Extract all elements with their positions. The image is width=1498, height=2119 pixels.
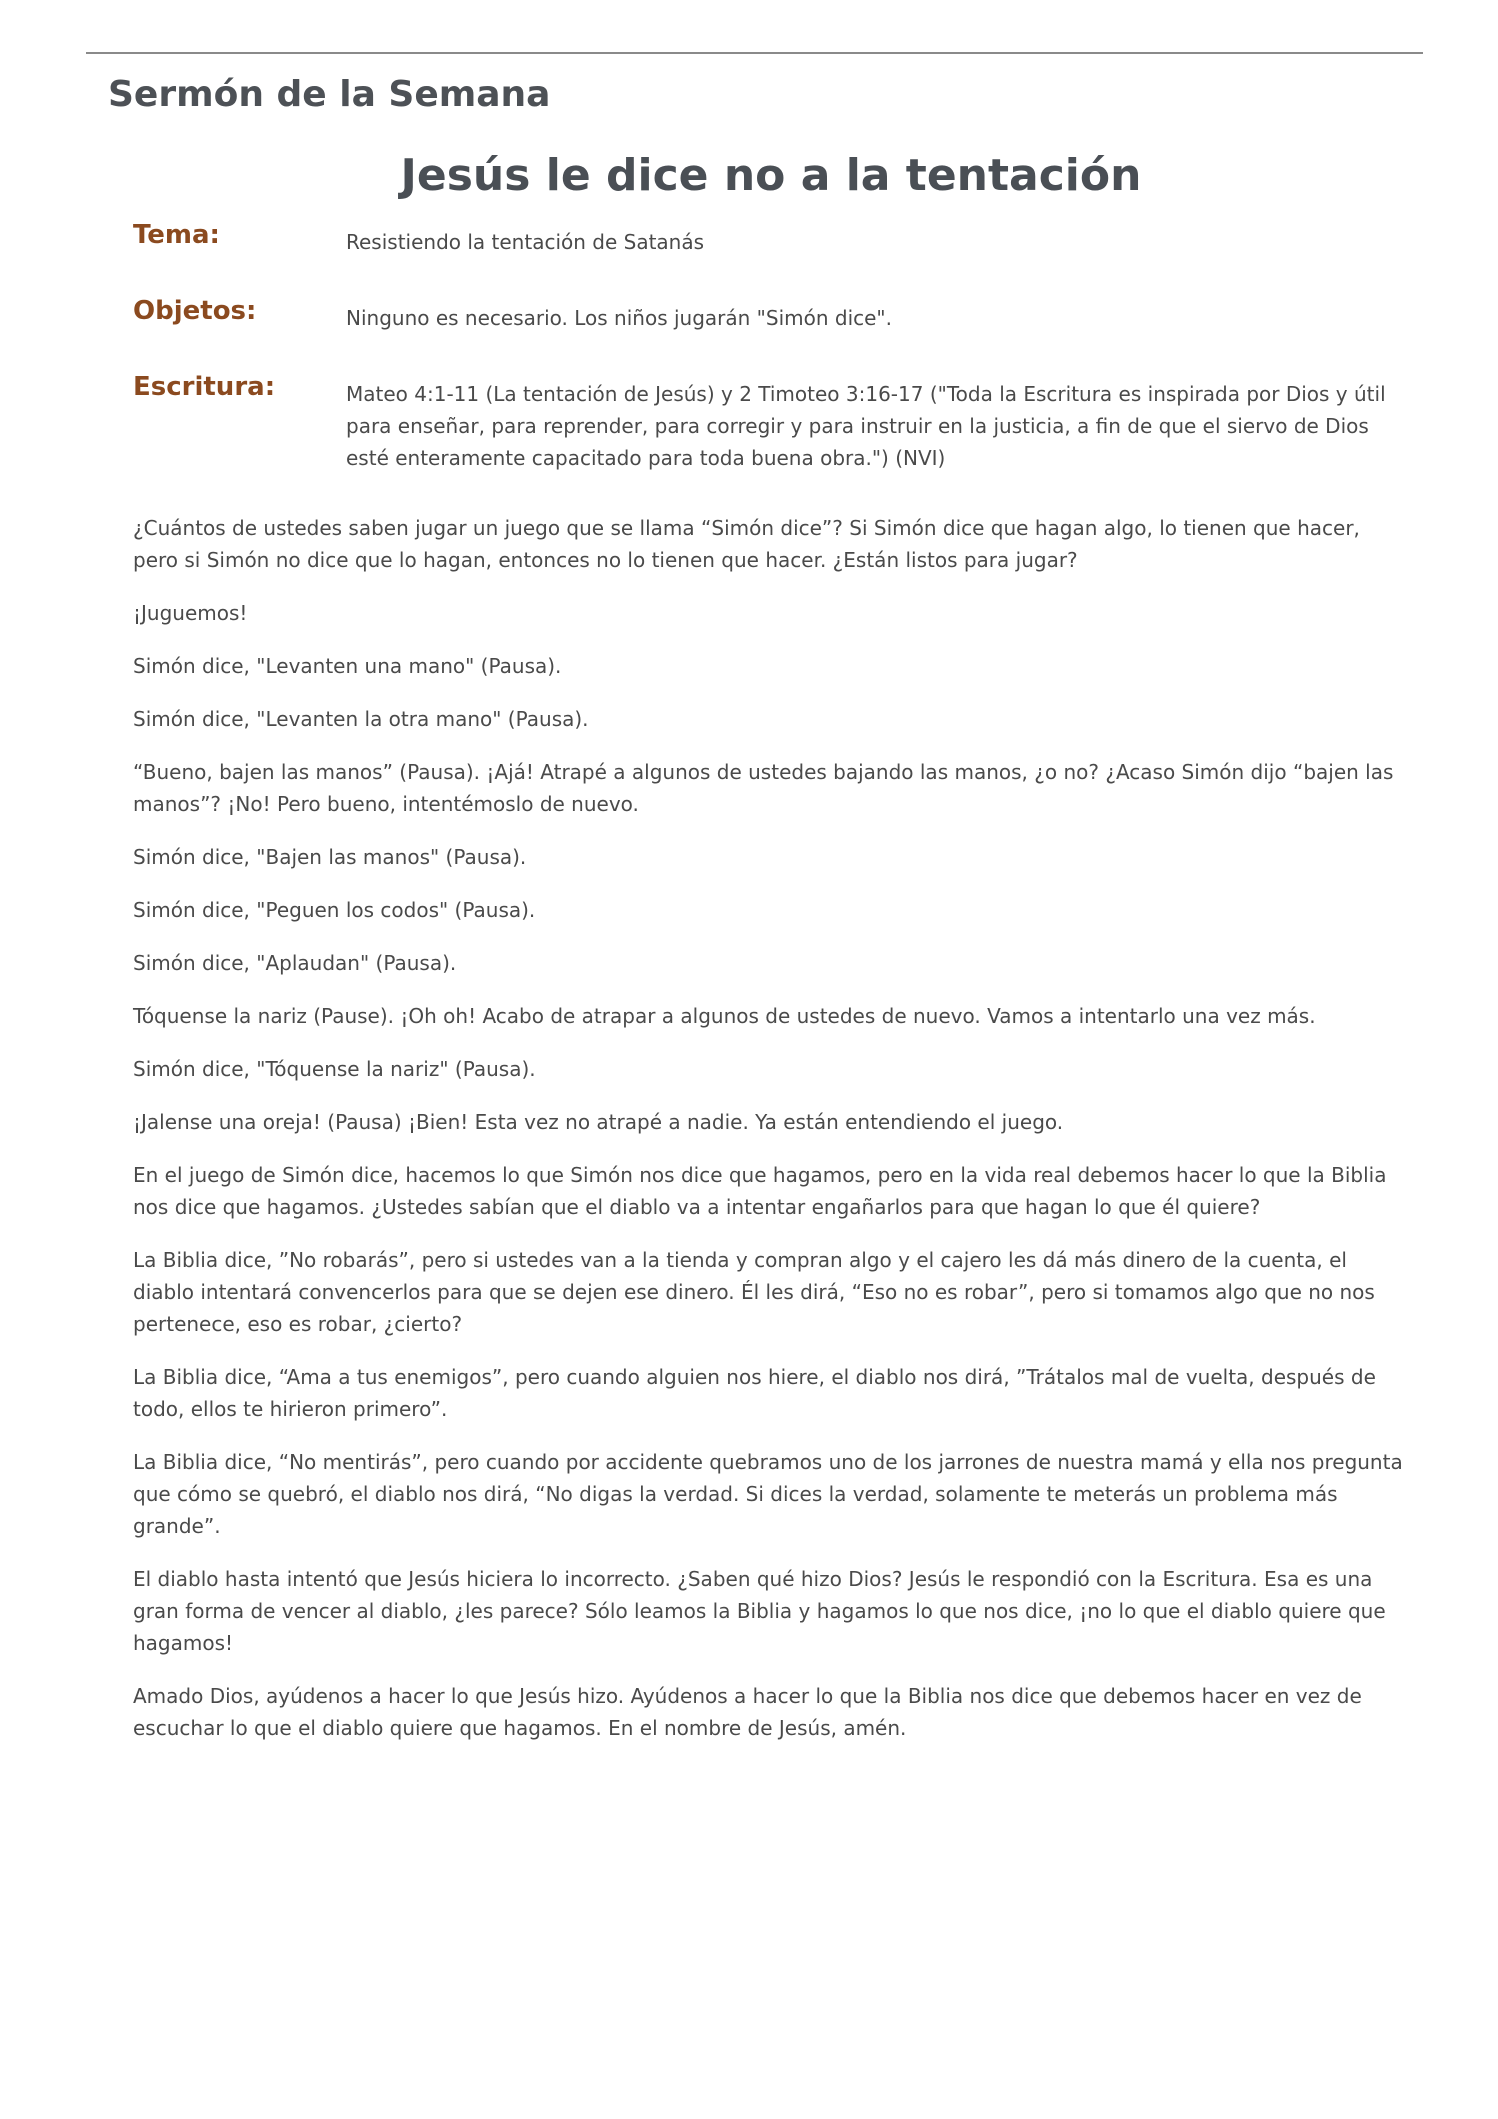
sermon-body — [133, 512, 1408, 1765]
body-paragraph: El diablo hasta intentó que Jesús hiciera lo incorrecto. ¿Saben qué hizo Dios? Jesús le respondió con la Escritura. Esa es una gran forma de vencer al diablo, ¿les parece? Sólo leamos la Biblia y hagamos lo que nos dice, ¡no lo que el diablo quiere que hagamos! — [133, 1567, 1386, 1655]
body-paragraph: Simón dice, "Peguen los codos" (Pausa). — [133, 898, 536, 922]
meta-value: Mateo 4:1-11 (La tentación de Jesús) y 2 Timoteo 3:16-17 ("Toda la Escritura es inspirada por Dios y útil para enseñar, para reprender, para corregir y para instruir en la justicia, a fin de que el siervo de Dios esté enteramente capacitado para toda buena obra.") (NVI) — [346, 382, 1386, 470]
body-paragraph: Simón dice, "Aplaudan" (Pausa). — [133, 951, 457, 975]
body-paragraph: ¡Juguemos! — [133, 601, 248, 625]
body-paragraph: ¡Jalense una oreja! (Pausa) ¡Bien! Esta vez no atrapé a nadie. Ya están entendiendo el juego. — [133, 1110, 1064, 1134]
body-paragraph: ¿Cuántos de ustedes saben jugar un juego que se llama “Simón dice”? Si Simón dice que hagan algo, lo tienen que hacer, pero si Simón no dice que lo hagan, entonces no lo tienen que hacer. ¿Están listos para jugar? — [133, 516, 1360, 572]
body-paragraph: Tóquense la nariz (Pause). ¡Oh oh! Acabo de atrapar a algunos de ustedes de nuevo. Vamos a intentarlo una vez más. — [133, 1004, 1316, 1028]
meta-label: Objetos: — [133, 296, 257, 326]
body-paragraph: Simón dice, "Tóquense la nariz" (Pausa). — [133, 1057, 536, 1081]
body-paragraph: Simón dice, "Levanten una mano" (Pausa). — [133, 654, 562, 678]
header-divider — [86, 52, 1423, 54]
body-paragraph: La Biblia dice, “Ama a tus enemigos”, pero cuando alguien nos hiere, el diablo nos dirá, ”Trátalos mal de vuelta, después de todo, ellos te hirieron primero”. — [133, 1365, 1376, 1421]
meta-label: Escritura: — [133, 372, 276, 402]
section-title: Sermón de la Semana — [108, 74, 551, 115]
body-paragraph: La Biblia dice, ”No robarás”, pero si ustedes van a la tienda y compran algo y el cajero les dá más dinero de la cuenta, el diablo intentará convencerlos para que se dejen ese dinero. Él les dirá, “Eso no es robar”, pero si tomamos algo que no nos pertenece, eso es robar, ¿cierto? — [133, 1248, 1375, 1336]
meta-value: Resistiendo la tentación de Satanás — [346, 230, 705, 254]
sermon-title: Jesús le dice no a la tentación — [400, 150, 1142, 201]
meta-value: Ninguno es necesario. Los niños jugarán "Simón dice". — [346, 306, 892, 330]
body-paragraph: Simón dice, "Levanten la otra mano" (Pausa). — [133, 707, 589, 731]
body-paragraph: Amado Dios, ayúdenos a hacer lo que Jesús hizo. Ayúdenos a hacer lo que la Biblia nos dice que debemos hacer en vez de escuchar lo que el diablo quiere que hagamos. En el nombre de Jesús, amén. — [133, 1684, 1362, 1740]
body-paragraph: La Biblia dice, “No mentirás”, pero cuando por accidente quebramos uno de los jarrones de nuestra mamá y ella nos pregunta que cómo se quebró, el diablo nos dirá, “No digas la verdad. Si dices la verdad, solamente te meterás un problema más grande”. — [133, 1450, 1403, 1538]
body-paragraph: “Bueno, bajen las manos” (Pausa). ¡Ajá! Atrapé a algunos de ustedes bajando las manos, ¿o no? ¿Acaso Simón dijo “bajen las manos”? ¡No! Pero bueno, intentémoslo de nuevo. — [133, 760, 1394, 816]
body-paragraph: En el juego de Simón dice, hacemos lo que Simón nos dice que hagamos, pero en la vida real debemos hacer lo que la Biblia nos dice que hagamos. ¿Ustedes sabían que el diablo va a intentar engañarlos para que hagan lo que él quiere? — [133, 1163, 1387, 1219]
body-paragraph: Simón dice, "Bajen las manos" (Pausa). — [133, 845, 527, 869]
meta-label: Tema: — [133, 220, 220, 250]
